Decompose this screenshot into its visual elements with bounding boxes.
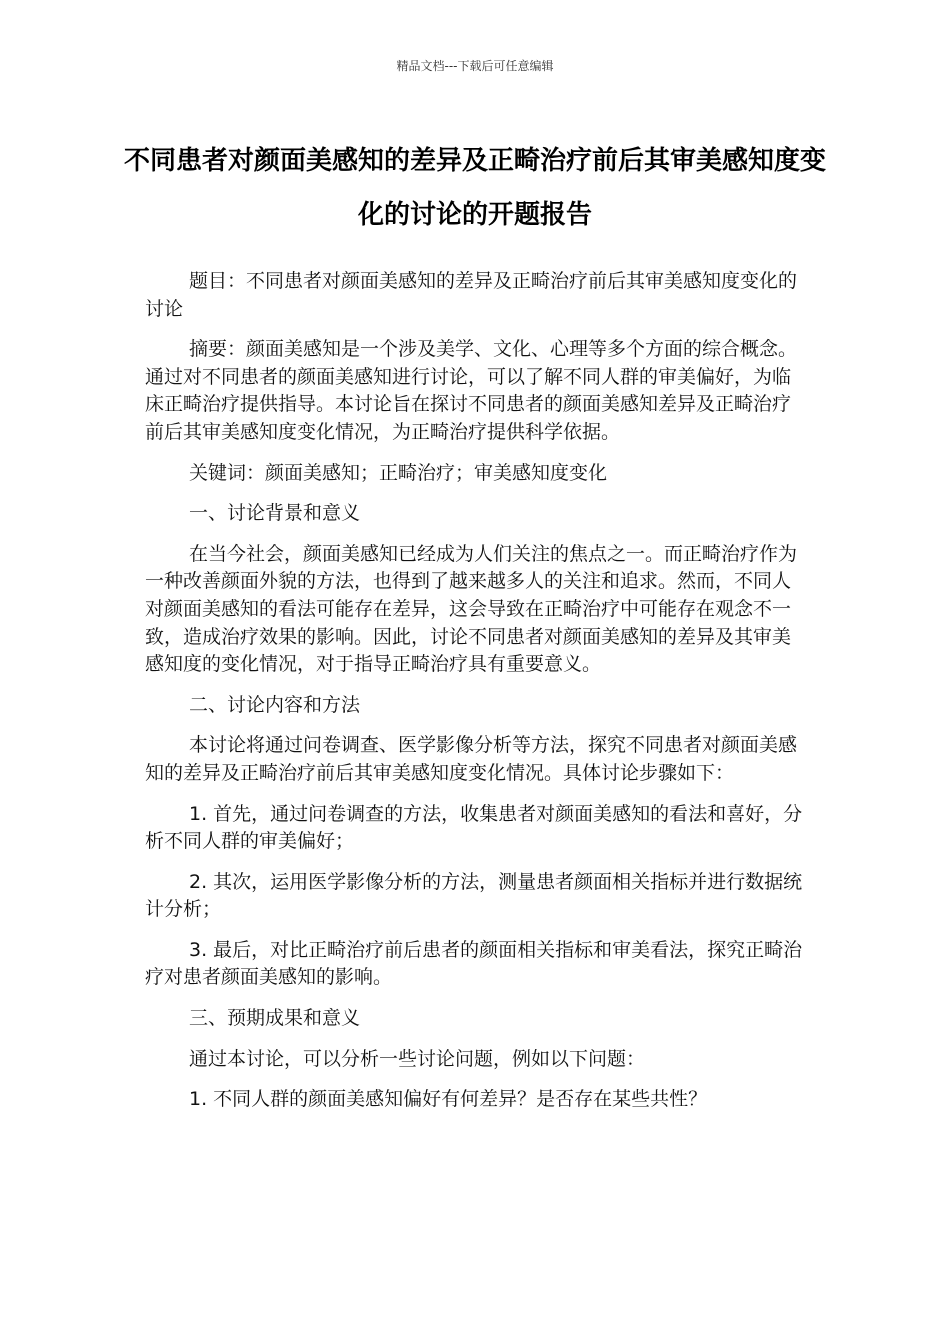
- topic-paragraph: 题目：不同患者对颜面美感知的差异及正畸治疗前后其审美感知度变化的讨论: [145, 270, 798, 320]
- section-heading-methods: 二、讨论内容和方法: [189, 693, 361, 716]
- step-1-paragraph: 1. 首先，通过问卷调查的方法，收集患者对颜面美感知的看法和喜好，分析不同人群的审美偏好；: [145, 802, 803, 853]
- step-2-paragraph: 2. 其次，运用医学影像分析的方法，测量患者颜面相关指标并进行数据统计分析；: [145, 870, 803, 921]
- step-3-paragraph: 3. 最后，对比正畸治疗前后患者的颜面相关指标和审美看法，探究正畸治疗对患者颜面美感知的影响。: [145, 938, 803, 989]
- abstract-paragraph: 摘要：颜面美感知是一个涉及美学、文化、心理等多个方面的综合概念。通过对不同患者的颜面美感知进行讨论，可以了解不同人群的审美偏好，为临床正畸治疗提供指导。本讨论旨在探讨不同患者的颜面美感知差异及正畸治疗前后其审美感知度变化情况，为正畸治疗提供科学依据。: [145, 338, 798, 443]
- background-paragraph: 在当今社会，颜面美感知已经成为人们关注的焦点之一。而正畸治疗作为一种改善颜面外貌的方法，也得到了越来越多人的关注和追求。然而，不同人对颜面美感知的看法可能存在差异，这会导致在正畸治疗中可能存在观念不一致，造成治疗效果的影响。因此，讨论不同患者对颜面美感知的差异及其审美感知度的变化情况，对于指导正畸治疗具有重要意义。: [145, 542, 798, 676]
- section-heading-background: 一、讨论背景和意义: [189, 502, 361, 525]
- outcomes-paragraph: 通过本讨论，可以分析一些讨论问题，例如以下问题：: [189, 1047, 646, 1070]
- question-1-paragraph: 1. 不同人群的颜面美感知偏好有何差异？是否存在某些共性？: [189, 1088, 708, 1111]
- document-body: [145, 268, 805, 1127]
- document-title: 不同患者对颜面美感知的差异及正畸治疗前后其审美感知度变化的讨论的开题报告: [123, 146, 826, 230]
- header-note: 精品文档---下载后可任意编辑: [396, 59, 554, 73]
- methods-paragraph: 本讨论将通过问卷调查、医学影像分析等方法，探究不同患者对颜面美感知的差异及正畸治疗前后其审美感知度变化情况。具体讨论步骤如下：: [145, 734, 798, 784]
- section-heading-outcomes: 三、预期成果和意义: [189, 1007, 361, 1030]
- keywords-paragraph: 关键词：颜面美感知；正畸治疗；审美感知度变化: [189, 461, 608, 484]
